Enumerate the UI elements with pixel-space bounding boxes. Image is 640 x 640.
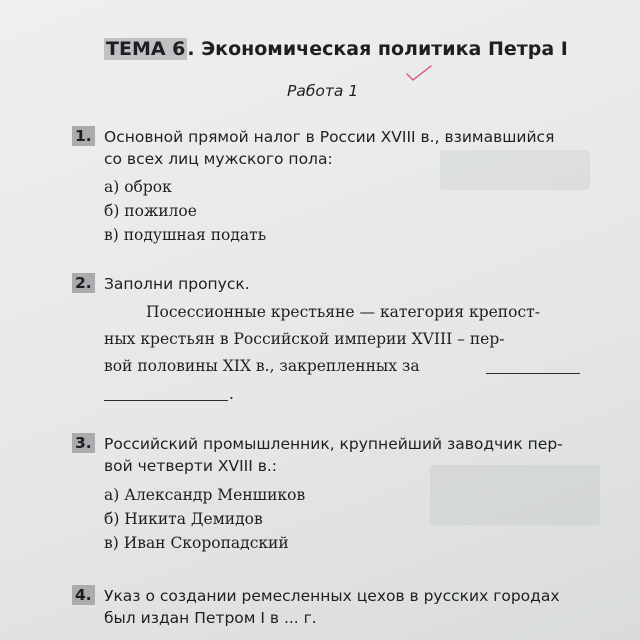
passage-line: Посессионные крестьяне — категория крепост- <box>146 303 540 321</box>
answer-blank[interactable] <box>104 400 228 401</box>
answer-option: в) Иван Скоропадский <box>104 534 289 552</box>
question-text-line: был издан Петром I в ... г. <box>104 609 317 627</box>
question-number: 3. <box>72 433 95 453</box>
answer-option: б) пожилое <box>104 202 197 220</box>
answer-option: б) Никита Демидов <box>104 510 263 528</box>
topic-label: ТЕМА 6 <box>106 38 186 60</box>
answer-option: в) подушная подать <box>104 226 267 244</box>
passage-line: ных крестьян в Российской империи XVIII – пер- <box>104 330 505 348</box>
passage-line: вой половины XIX в., закрепленных за <box>104 357 420 375</box>
question-number: 2. <box>72 273 95 293</box>
bleed-through-mark <box>440 150 590 190</box>
answer-blank[interactable] <box>486 373 580 374</box>
passage-end: . <box>229 385 234 403</box>
topic-heading <box>104 38 568 60</box>
bleed-through-mark <box>430 465 600 525</box>
question-number: 4. <box>72 585 95 605</box>
topic-title: . Экономическая политика Петра I <box>187 38 568 60</box>
question-text-line: вой четверти XVIII в.: <box>104 457 278 475</box>
question-text-line: Заполни пропуск. <box>104 275 250 293</box>
work-subtitle: Работа 1 <box>287 82 359 100</box>
checkmark-icon <box>406 64 432 84</box>
question-text-line: Основной прямой налог в России XVIII в., взимавшийся <box>104 128 555 146</box>
question-number: 1. <box>72 126 95 146</box>
question-text-line: Указ о создании ремесленных цехов в русских городах <box>104 587 560 605</box>
question-text-line: со всех лиц мужского пола: <box>104 150 333 168</box>
answer-option: а) Александр Меншиков <box>104 486 306 504</box>
question-text-line: Российский промышленник, крупнейший заводчик пер- <box>104 435 563 453</box>
answer-option: а) оброк <box>104 178 172 196</box>
